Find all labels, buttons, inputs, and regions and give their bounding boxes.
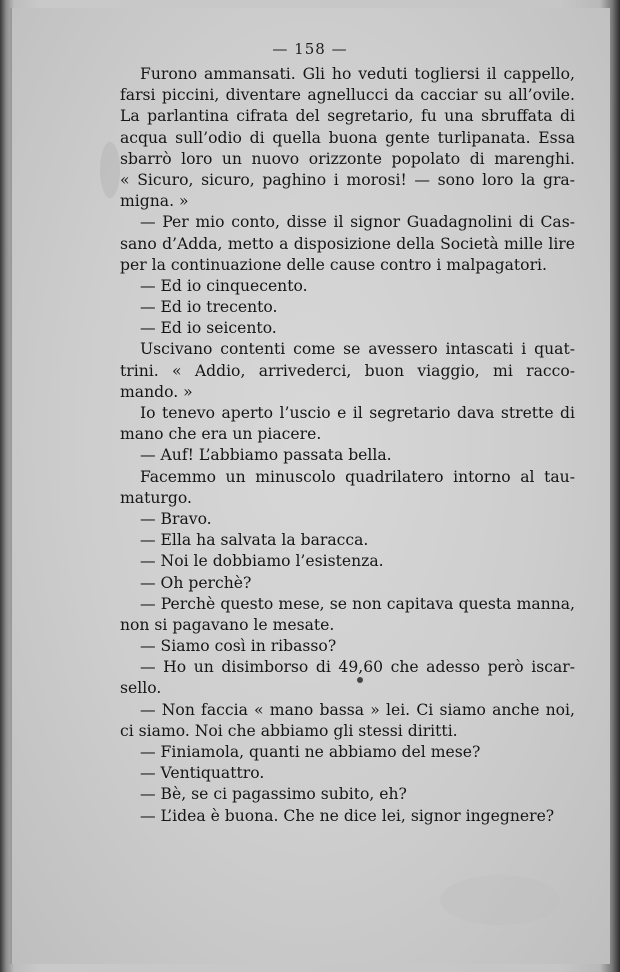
text-line: — Ventiquattro. (140, 764, 265, 783)
text-line: — Ed io trecento. (140, 298, 278, 317)
text-line: trini. « Addio, arrivederci, buon viaggio, mi racco- (120, 361, 575, 380)
text-line: acqua sull’odio di quella buona gente turlipanata. Essa (120, 128, 575, 147)
text-line: — Ed io seicento. (140, 319, 277, 338)
text-line: sello. (120, 679, 162, 698)
text-line: mando. » (120, 382, 193, 401)
text-line: non si pagavano le mesate. (120, 615, 335, 634)
text-line: ci siamo. Noi che abbiamo gli stessi diritti. (120, 721, 458, 740)
text-line: — Siamo così in ribasso? (140, 637, 337, 656)
text-line: farsi piccini, diventare agnellucci da cacciar su all’ovile. (120, 86, 575, 105)
text-line: — Non faccia « mano bassa » lei. Ci siamo anche noi, (140, 700, 575, 719)
body-text (120, 64, 575, 827)
text-line: — Ella ha salvata la baracca. (140, 531, 369, 550)
text-line: — L’idea è buona. Che ne dice lei, signor ingegnere? (140, 806, 555, 825)
text-line: — Per mio conto, disse il signor Guadagnolini di Cas- (140, 213, 575, 232)
text-line: — Ho un disimborso di 49,60 che adesso però iscar- (140, 658, 575, 677)
text-line: sbarrò loro un nuovo orizzonte popolato di marenghi. (120, 149, 575, 168)
text-line: Furono ammansati. Gli ho veduti togliersi il cappello, (140, 65, 575, 83)
text-line: — Finiamola, quanti ne abbiamo del mese? (140, 743, 481, 761)
text-line: mano che era un piacere. (120, 425, 322, 444)
text-line: per la continuazione delle cause contro i malpagatori. (120, 255, 547, 274)
page-number: — 158 — (272, 40, 348, 58)
text-line: La parlantina cifrata del segretario, fu una sbruffata di (120, 107, 575, 126)
text-line: sano d’Adda, metto a disposizione della Società mille lire (120, 234, 575, 253)
text-line: — Oh perchè? (140, 573, 252, 592)
text-line: Io tenevo aperto l’uscio e il segretario dava strette di (140, 404, 575, 422)
text-line: migna. » (120, 192, 189, 211)
text-line: — Auf! L’abbiamo passata bella. (140, 446, 392, 465)
text-line: — Bè, se ci pagassimo subito, eh? (140, 785, 407, 804)
text-line: — Noi le dobbiamo l’esistenza. (140, 552, 384, 571)
text-line: — Perchè questo mese, se non capitava questa manna, (140, 594, 575, 613)
text-line: « Sicuro, sicuro, paghino i morosi! — sono loro la gra- (120, 170, 575, 189)
text-line: maturgo. (120, 488, 192, 507)
text-line: — Ed io cinquecento. (140, 276, 308, 295)
text-line: — Bravo. (140, 509, 212, 528)
text-line: Facemmo un minuscolo quadrilatero intorno al tau- (140, 467, 575, 486)
text-line: Uscivano contenti come se avessero intascati i quat- (140, 340, 575, 359)
